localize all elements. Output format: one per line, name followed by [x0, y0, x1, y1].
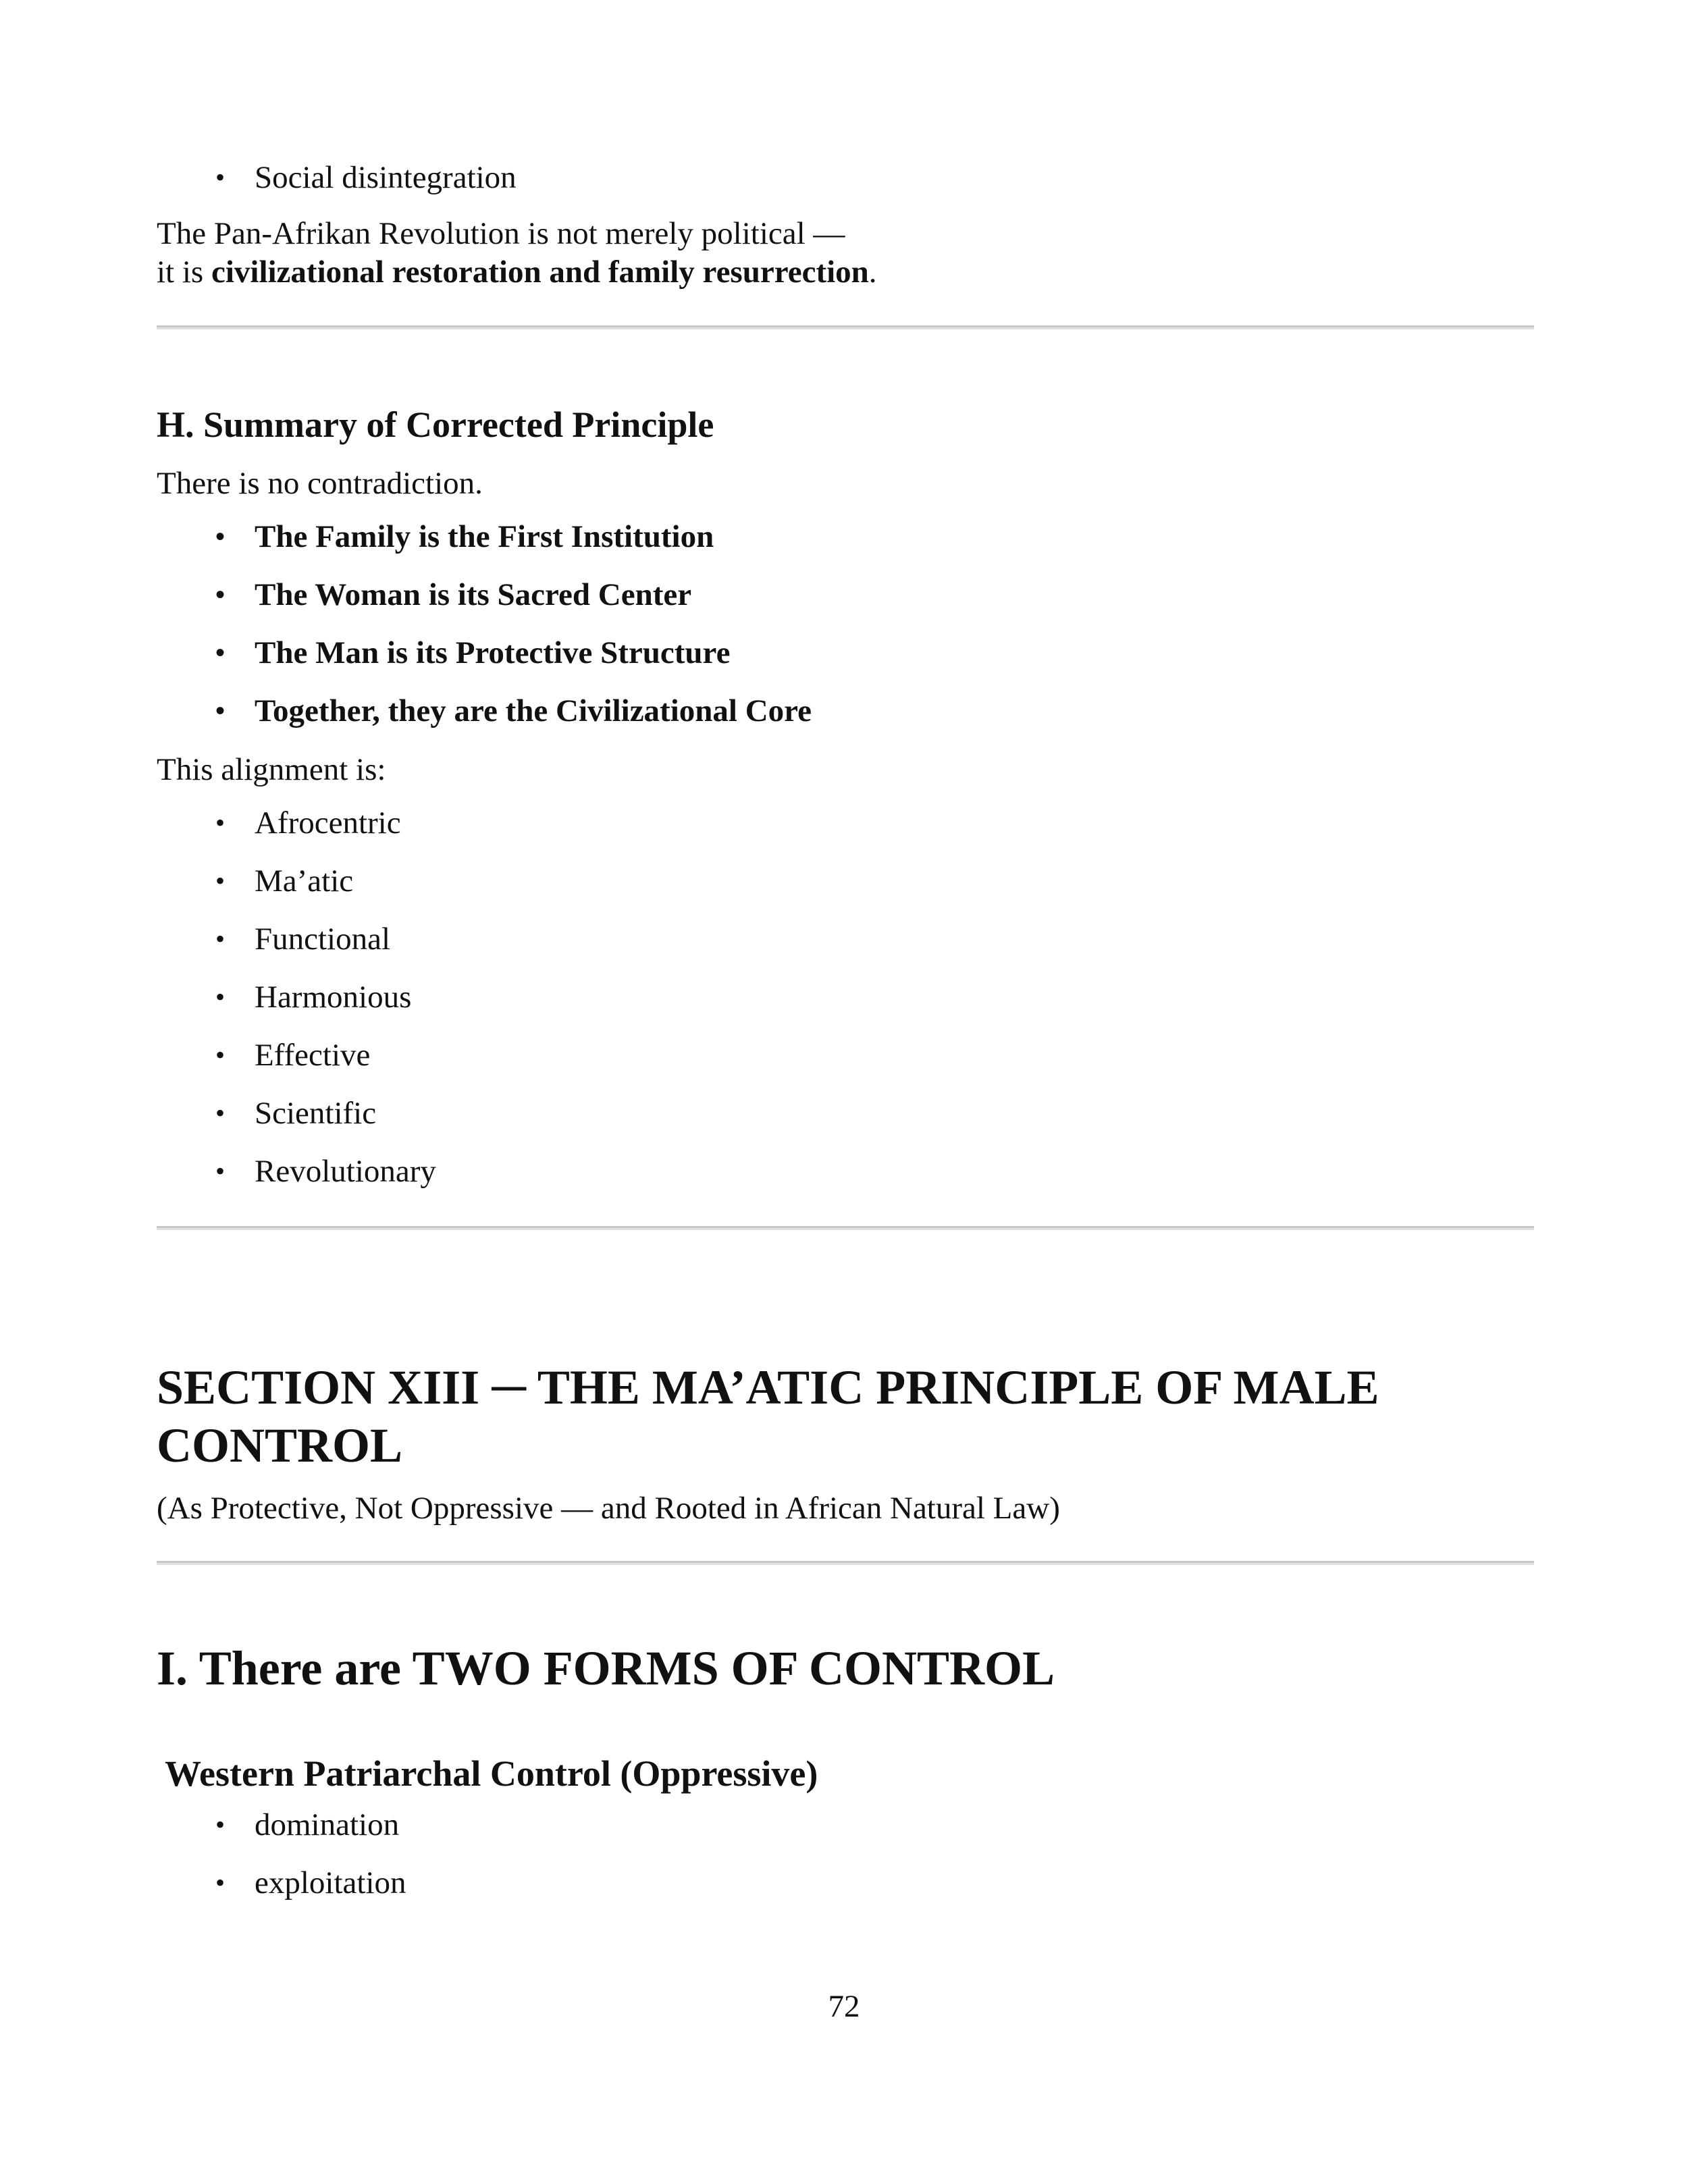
- list-item: • Scientific: [157, 1084, 436, 1142]
- summary-bold-list: [157, 508, 812, 740]
- bullet-icon: •: [215, 982, 226, 1012]
- bullet-icon: •: [215, 1867, 226, 1898]
- list-item: • The Family is the First Institution: [157, 508, 812, 566]
- list-item: • The Man is its Protective Structure: [157, 624, 812, 682]
- list-item: • The Woman is its Sacred Center: [157, 566, 812, 624]
- list-item: • Together, they are the Civilizational Core: [157, 682, 812, 740]
- revolution-paragraph: [157, 215, 877, 292]
- bullet-icon: •: [215, 1098, 226, 1128]
- bullet-icon: •: [215, 579, 226, 610]
- list-item: • Revolutionary: [157, 1142, 436, 1200]
- revolution-line-2-prefix: it is: [157, 255, 211, 290]
- bullet-icon: •: [215, 637, 226, 668]
- section-title-line-2: CONTROL: [157, 1418, 403, 1472]
- list-item: • exploitation: [157, 1854, 406, 1912]
- bullet-icon: •: [215, 1156, 226, 1186]
- bullet-icon: •: [215, 924, 226, 954]
- list-item: • Functional: [157, 910, 436, 968]
- list-item: • Harmonious: [157, 968, 436, 1026]
- section-title: [157, 1358, 1379, 1474]
- bullet-icon: •: [215, 162, 226, 192]
- alignment-list: [157, 794, 436, 1200]
- part-i-list: [157, 1796, 406, 1912]
- bullet-icon: •: [215, 695, 226, 726]
- section-subtitle: (As Protective, Not Oppressive — and Rooted in African Natural Law): [157, 1491, 1060, 1526]
- list-item: • Effective: [157, 1026, 436, 1084]
- list-item: • Afrocentric: [157, 794, 436, 852]
- section-title-line-1: SECTION XIII ─ THE MA’ATIC PRINCIPLE OF MALE: [157, 1360, 1379, 1414]
- top-bullet-list: [157, 149, 517, 207]
- horizontal-rule: [157, 1561, 1534, 1565]
- bullet-icon: •: [215, 1040, 226, 1070]
- revolution-line-2-bold: civilizational restoration and family resurrection: [211, 255, 869, 290]
- bullet-icon: •: [215, 807, 226, 838]
- revolution-line-2-suffix: .: [868, 255, 877, 290]
- bullet-icon: •: [215, 865, 226, 896]
- list-item: • Ma’atic: [157, 852, 436, 910]
- summary-heading: H. Summary of Corrected Principle: [157, 404, 714, 445]
- page-number: 72: [828, 1989, 860, 2024]
- horizontal-rule: [157, 325, 1534, 329]
- horizontal-rule: [157, 1226, 1534, 1230]
- bullet-icon: •: [215, 1809, 226, 1840]
- list-item: • Social disintegration: [157, 149, 517, 207]
- bullet-icon: •: [215, 521, 226, 552]
- part-i-subheading: Western Patriarchal Control (Oppressive): [165, 1753, 818, 1794]
- list-item: • domination: [157, 1796, 406, 1854]
- part-i-heading: I. There are TWO FORMS OF CONTROL: [157, 1641, 1055, 1695]
- revolution-line-1: The Pan-Afrikan Revolution is not merely political —: [157, 216, 845, 251]
- alignment-intro: This alignment is:: [157, 752, 386, 787]
- summary-intro: There is no contradiction.: [157, 466, 483, 501]
